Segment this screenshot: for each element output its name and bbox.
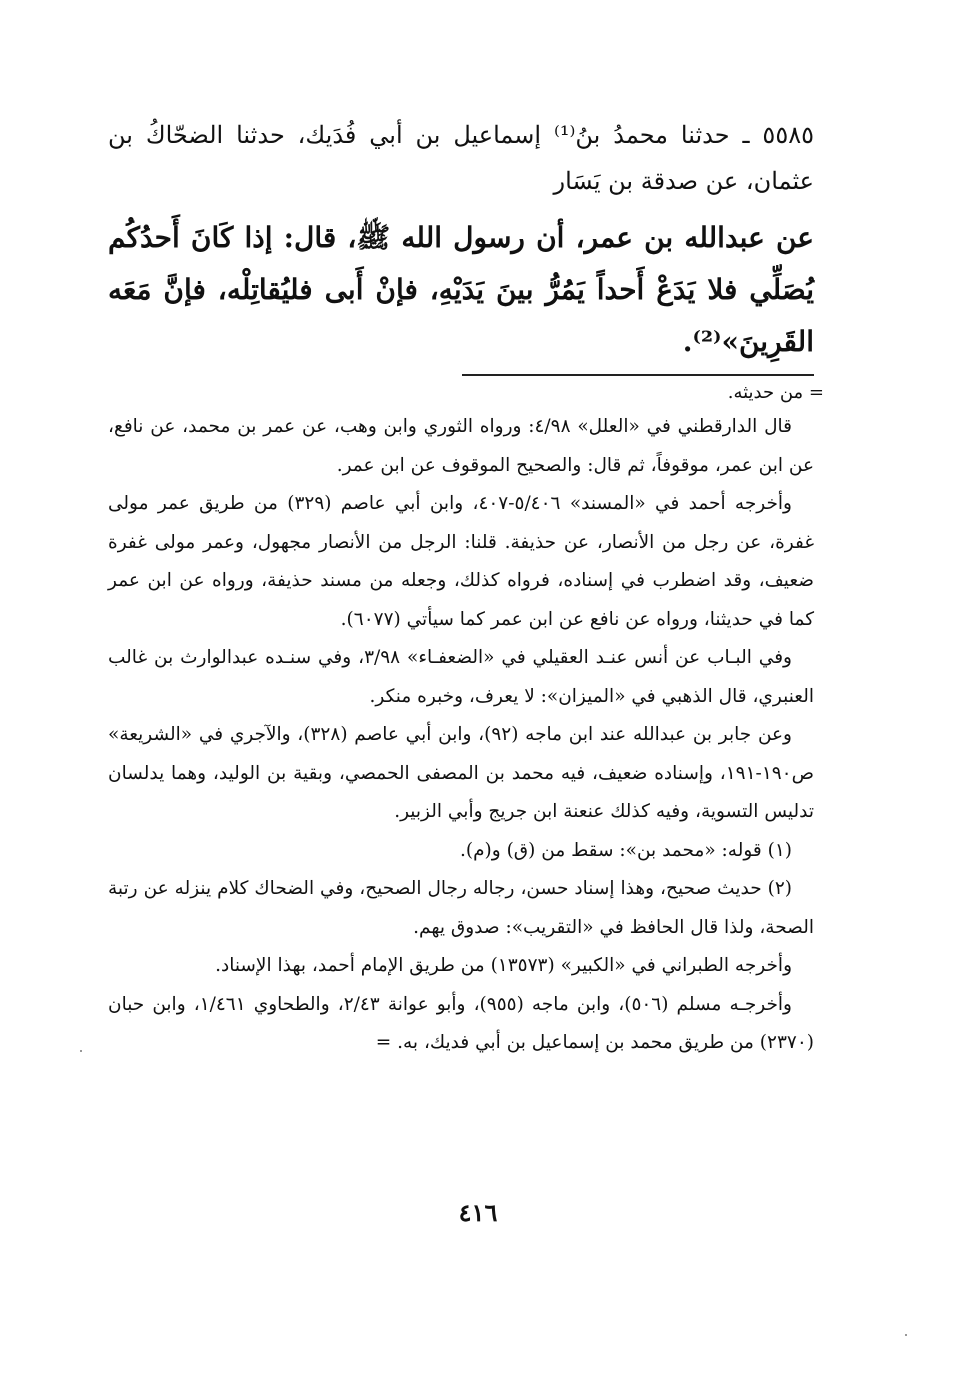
scan-speck (80, 1050, 82, 1052)
page-number: ٤١٦ (458, 1198, 498, 1227)
footnote-paragraph: وفي البـاب عن أنس عنـد العقيلي في «الضعفـاء» ٣/٩٨، وفي سنـده عبدالوارث بن غالب العنبري، قال الذهبي في «الميزان»: لا يعرف، وخبره منكر. (108, 647, 814, 707)
hadith-isnad: ٥٥٨٥ ـ حدثنا محمدُ بنُ⁽¹⁾ إسماعيل بن أبي فُدَيك، حدثنا الضحّاكُ بن عثمان، عن صدقة بن يَسَار (108, 121, 814, 195)
footnote-paragraph: وعن جابر بن عبدالله عند ابن ماجه (٩٢)، وابن أبي عاصم (٣٢٨)، والآجري في «الشريعة» ص١٩٠-١٩١، وإسناده ضعيف، فيه محمد بن المصفى الحمصي، وبقية بن الوليد، وهما يدلسان تدليس التسوية، وفيه كذلك عنعنة ابن جريج وأبي الزبير. (108, 724, 814, 822)
footnote-2: (٢) حديث صحيح، وهذا إسناد حسن، رجاله رجال الصحيح، وفي الضحاك كلام ينزله عن رتبة الصحة، ولذا قال الحافظ في «التقريب»: صدوق يهم. (108, 878, 814, 938)
footnotes-block (108, 408, 814, 1063)
hadith-matn: عن عبدالله بن عمر، أن رسول الله ﷺ، قال: إذا كَانَ أَحدُكُم يُصَلِّي فلا يَدَعْ أَحداً يَمُرُّ بينَ يَدَيْهِ، فإنْ أَبى فليُقاتِلْه، فإنَّ مَعَه القَرِينَ»⁽²⁾. (108, 221, 814, 358)
book-page (108, 0, 824, 1373)
footnote-paragraph: وأخرجه الطبراني في «الكبير» (١٣٥٧٣) من طريق الإمام أحمد، بهذا الإسناد. (215, 955, 792, 976)
footnote-paragraph: قال الدارقطني في «العلل» ٤/٩٨: ورواه الثوري وابن وهب، عن عمر بن محمد، عن نافع، عن ابن عمر، موقوفاً، ثم قال: والصحيح الموقوف عن ابن عمر. (108, 416, 814, 476)
footnote-paragraph: وأخرجـه مسلم (٥٠٦)، وابن ماجه (٩٥٥)، وأبو عوانة ٢/٤٣، والطحاوي ١/٤٦١، وابن حبان (٢٣٧٠) من طريق محمد بن إسماعيل بن أبي فديك، به. = (108, 993, 814, 1053)
footnote-continuation-marker: = من حديثه. (727, 382, 824, 403)
scan-speck (905, 1334, 907, 1336)
footnote-paragraph: وأخرجه أحمد في «المسند» ٥/٤٠٦-٤٠٧، وابن أبي عاصم (٣٢٩) من طريق عمر مولى غفرة، عن رجل من الأنصار، عن حذيفة. قلنا: الرجل من الأنصار مجهول، وعمر مولى غفرة ضعيف، وقد اضطرب في إسناده، فرواه كذلك، وجعله من مسند حذيفة، ورواه عن ابن عمر كما في حديثنا، ورواه عن نافع عن ابن عمر كما سيأتي (٦٠٧٧). (108, 493, 814, 630)
footnote-1: (١) قوله: «محمد بن»: سقط من (ق) و(م). (460, 839, 792, 861)
footnote-divider (462, 374, 814, 376)
